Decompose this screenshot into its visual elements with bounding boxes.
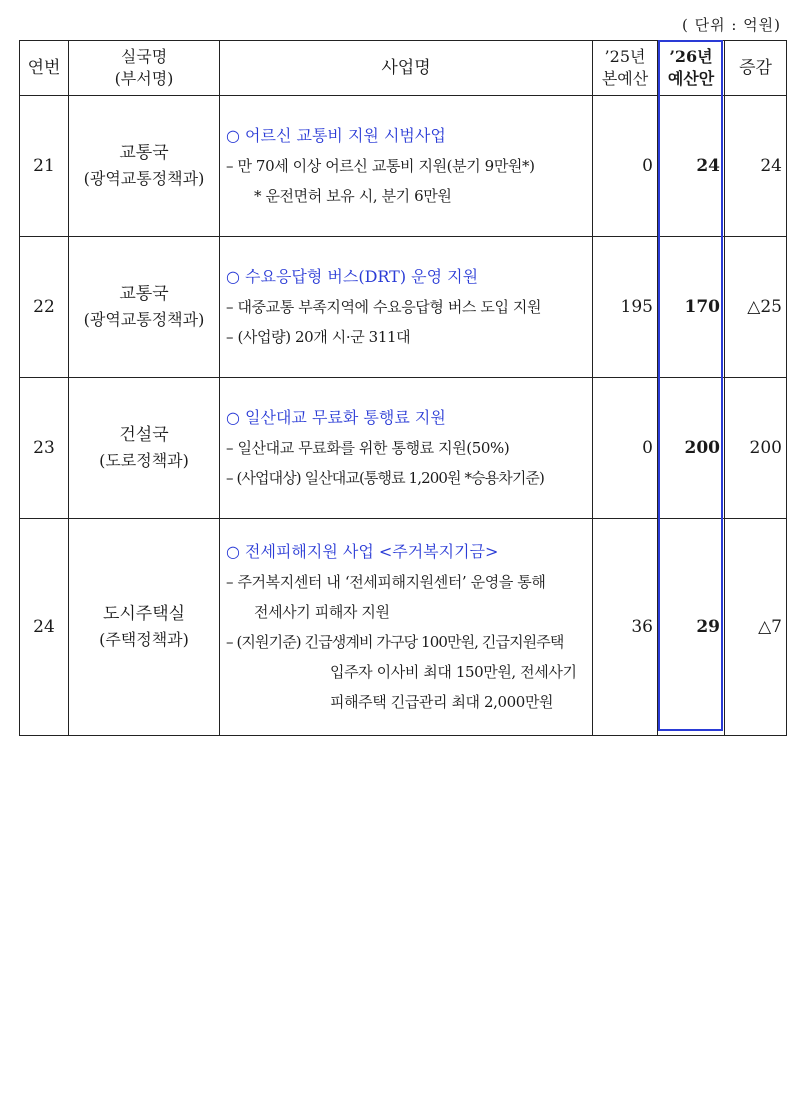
header-y25 — [593, 41, 658, 96]
header-y25-line2: 본예산 — [601, 69, 649, 88]
project-line: 입주자 이사비 최대 150만원, 전세사기 — [330, 663, 577, 681]
row-y25: 36 — [593, 519, 658, 736]
unit-label: ( 단위 : 억원) — [681, 16, 781, 34]
dept-name: 교통국 — [119, 143, 169, 163]
division-name: (도로정책과) — [99, 451, 189, 470]
header-dept-line2: (부서명) — [114, 69, 174, 88]
row-no: 22 — [20, 237, 69, 378]
table-header-row — [20, 41, 787, 96]
row-project — [220, 378, 593, 519]
row-y25: 0 — [593, 96, 658, 237]
project-line: – 주거복지센터 내 ‘전세피해지원센터’ 운영을 통해 — [226, 573, 546, 591]
table-row — [20, 519, 787, 736]
division-name: (주택정책과) — [99, 630, 189, 649]
header-change: 증감 — [725, 41, 787, 96]
row-y25: 195 — [593, 237, 658, 378]
table-row — [20, 96, 787, 237]
dept-name: 건설국 — [119, 425, 169, 445]
row-project — [220, 96, 593, 237]
header-no: 연번 — [20, 41, 69, 96]
header-y26 — [658, 41, 725, 96]
project-line: * 운전면허 보유 시, 분기 6만원 — [254, 187, 452, 205]
row-dept — [69, 519, 220, 736]
header-y25-line1: ’25년 — [604, 47, 646, 66]
row-dept — [69, 96, 220, 237]
row-y26: 170 — [658, 237, 725, 378]
table-row — [20, 237, 787, 378]
project-title: ○ 일산대교 무료화 통행료 지원 — [226, 408, 446, 427]
project-line: – 일산대교 무료화를 위한 통행료 지원(50%) — [226, 439, 510, 457]
row-change: △25 — [725, 237, 787, 378]
project-line: – 만 70세 이상 어르신 교통비 지원(분기 9만원*) — [226, 157, 535, 175]
table-row — [20, 378, 787, 519]
header-y26-line2: 예산안 — [667, 69, 715, 88]
project-line: – (지원기준) 긴급생계비 가구당 100만원, 긴급지원주택 — [226, 633, 564, 651]
project-line: – 대중교통 부족지역에 수요응답형 버스 도입 지원 — [226, 298, 542, 316]
row-change: △7 — [725, 519, 787, 736]
row-y26: 24 — [658, 96, 725, 237]
division-name: (광역교통정책과) — [83, 169, 205, 188]
project-title: ○ 어르신 교통비 지원 시범사업 — [226, 126, 446, 145]
row-no: 23 — [20, 378, 69, 519]
header-y26-line1: ’26년 — [669, 47, 713, 66]
row-y26: 29 — [658, 519, 725, 736]
header-dept-line1: 실국명 — [120, 47, 168, 66]
dept-name: 도시주택실 — [102, 604, 186, 624]
project-line: – (사업량) 20개 시·군 311대 — [226, 328, 411, 346]
row-dept — [69, 237, 220, 378]
project-line: 전세사기 피해자 지원 — [254, 603, 390, 621]
header-dept — [69, 41, 220, 96]
row-dept — [69, 378, 220, 519]
row-y26: 200 — [658, 378, 725, 519]
project-line: 피해주택 긴급관리 최대 2,000만원 — [330, 693, 554, 711]
project-line: – (사업대상) 일산대교(통행료 1,200원 *승용차기준) — [226, 469, 544, 487]
row-change: 200 — [725, 378, 787, 519]
row-no: 21 — [20, 96, 69, 237]
row-project — [220, 237, 593, 378]
row-y25: 0 — [593, 378, 658, 519]
row-project — [220, 519, 593, 736]
project-title: ○ 전세피해지원 사업 <주거복지기금> — [226, 542, 499, 561]
budget-table — [19, 40, 787, 736]
row-change: 24 — [725, 96, 787, 237]
dept-name: 교통국 — [119, 284, 169, 304]
project-title: ○ 수요응답형 버스(DRT) 운영 지원 — [226, 267, 479, 286]
header-project: 사업명 — [220, 41, 593, 96]
division-name: (광역교통정책과) — [83, 310, 205, 329]
row-no: 24 — [20, 519, 69, 736]
